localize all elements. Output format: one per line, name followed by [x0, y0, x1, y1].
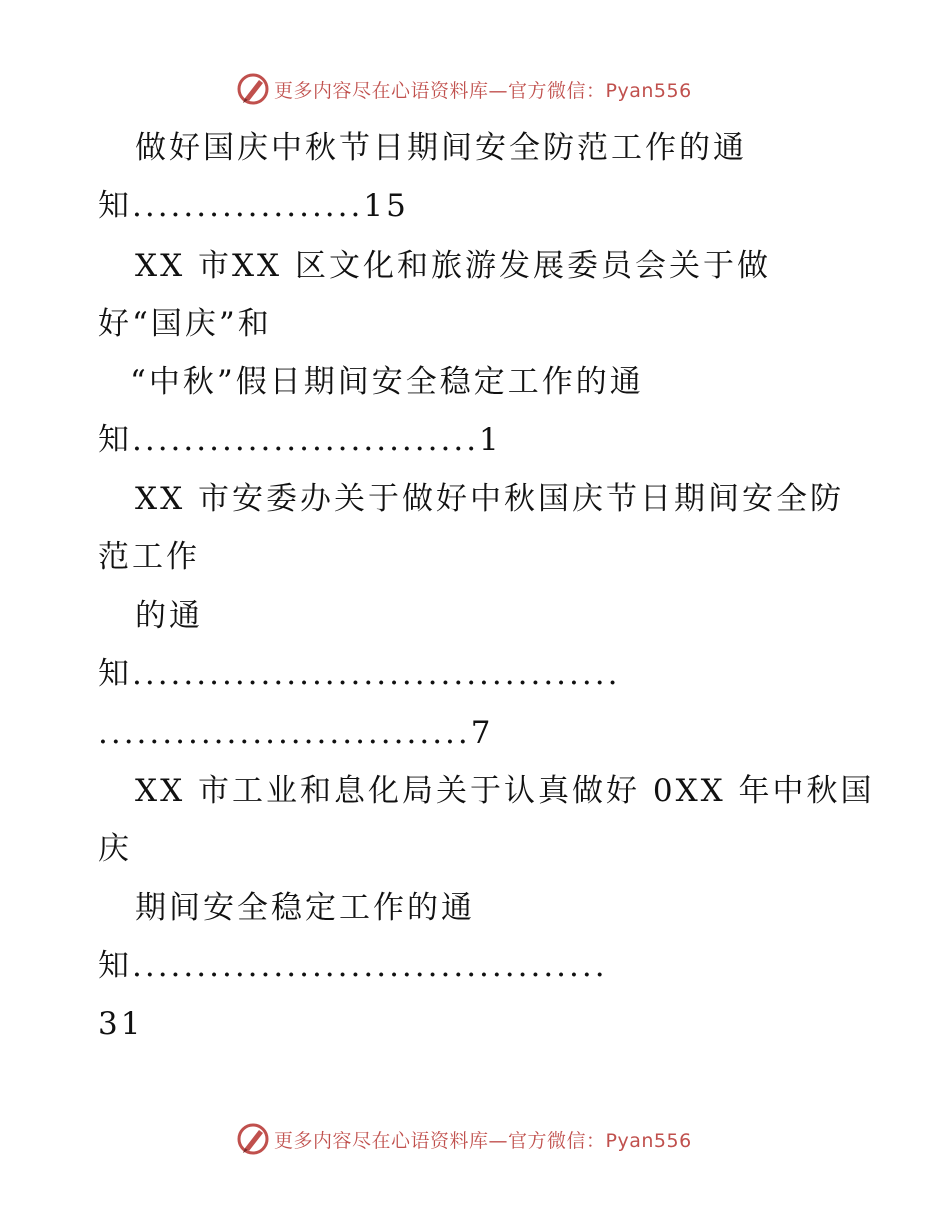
watermark-header	[236, 72, 716, 106]
toc-line-10: 知......................................	[98, 656, 621, 692]
toc-line-4: 好“国庆”和	[98, 306, 272, 342]
toc-line-1: 做好国庆中秋节日期间安全防范工作的通	[135, 130, 747, 166]
toc-line-3: XX 市XX 区文化和旅游发展委员会关于做	[135, 248, 771, 284]
toc-line-11: .............................7	[98, 715, 494, 751]
toc-line-6: 知...........................1	[98, 422, 502, 458]
toc-line-7: XX 市安委办关于做好中秋国庆节日期间安全防	[135, 481, 844, 517]
toc-line-8: 范工作	[98, 539, 200, 575]
pen-logo-icon	[236, 72, 270, 106]
pen-logo-icon	[236, 1122, 270, 1156]
toc-line-9: 的通	[135, 598, 203, 634]
toc-line-15: 知.....................................	[98, 948, 608, 984]
watermark-footer	[236, 1122, 716, 1156]
toc-line-13: 庆	[98, 831, 132, 867]
toc-line-14: 期间安全稳定工作的通	[135, 890, 475, 926]
toc-line-12: XX 市工业和息化局关于认真做好 0XX 年中秋国	[135, 773, 875, 809]
watermark-text: 更多内容尽在心语资料库—官方微信：Pyan556	[274, 79, 692, 102]
toc-line-2: 知..................15	[98, 188, 409, 224]
toc-line-16: 31	[98, 1006, 144, 1042]
toc-line-5: “中秋”假日期间安全稳定工作的通	[130, 364, 644, 400]
watermark-text: 更多内容尽在心语资料库—官方微信：Pyan556	[274, 1129, 692, 1152]
